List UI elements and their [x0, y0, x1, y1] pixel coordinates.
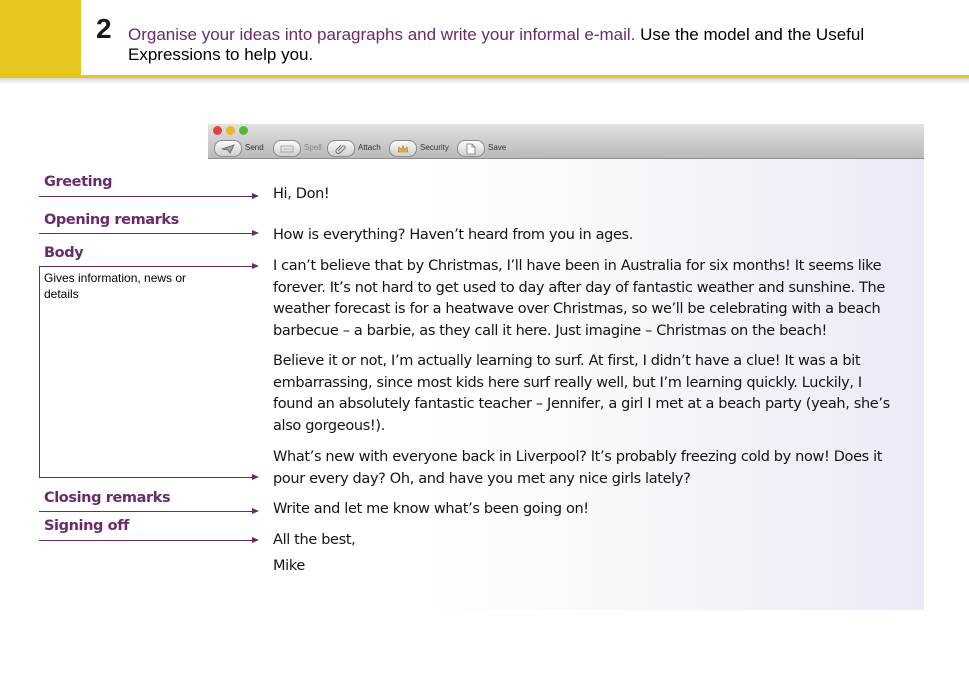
body-end-arrowhead-icon	[252, 474, 259, 480]
label-body: Body	[44, 245, 84, 261]
email-body-paragraph-2: Believe it or not, I’m actually learning to surf. At first, I didn’t have a clue! It was a bit embarrassing, since most kids here surf really well, but I’m learning quickly. Luckily, I found an absolutely fantastic teacher – Jennifer, a girl I met at a beach party (yeah, she’s also gorgeous!).	[273, 353, 890, 434]
body-end-arrow-line	[39, 477, 252, 478]
task-instruction	[128, 25, 958, 65]
paperclip-icon	[327, 140, 355, 157]
header-accent-block	[0, 0, 81, 75]
closing-arrow-line	[39, 511, 252, 512]
email-opening: How is everything? Haven’t heard from you in ages.	[273, 227, 634, 243]
send-icon	[214, 140, 242, 157]
body-arrow-line	[39, 266, 252, 267]
minimize-window-icon[interactable]	[226, 126, 235, 135]
document-icon	[457, 140, 485, 157]
header-shadow	[0, 78, 969, 84]
label-signing-off: Signing off	[44, 518, 130, 534]
signing-off-arrow-line	[39, 540, 252, 541]
close-window-icon[interactable]	[213, 126, 222, 135]
spell-icon	[273, 140, 301, 157]
opening-arrow-line	[39, 233, 252, 234]
mail-toolbar	[208, 124, 924, 159]
signing-off-arrowhead-icon	[252, 537, 259, 543]
opening-arrowhead-icon	[252, 230, 259, 236]
label-greeting: Greeting	[44, 174, 113, 190]
closing-arrowhead-icon	[252, 508, 259, 514]
label-opening-remarks: Opening remarks	[44, 212, 179, 228]
send-label: Send	[245, 143, 264, 152]
email-sign-off: All the best,	[273, 532, 356, 548]
email-signature-name: Mike	[273, 558, 305, 574]
crown-icon	[389, 140, 417, 157]
security-label: Security	[420, 143, 449, 152]
email-closing: Write and let me know what’s been going on!	[273, 501, 589, 517]
body-note: Gives information, news or details	[44, 271, 187, 301]
body-arrowhead-icon	[252, 263, 259, 269]
email-greeting: Hi, Don!	[273, 186, 330, 202]
attach-label: Attach	[358, 143, 381, 152]
instruction-rest: Use the model and the Useful Expressions to help you.	[128, 25, 865, 64]
save-label: Save	[488, 143, 507, 152]
spell-label: Spell	[304, 143, 322, 152]
greeting-arrow-line	[39, 196, 252, 197]
body-bracket-line	[39, 266, 40, 477]
email-body-paragraph-3: What’s new with everyone back in Liverpool? It’s probably freezing cold by now! Does it pour every day? Oh, and have you met any nice girls lately?	[273, 449, 883, 487]
label-closing-remarks: Closing remarks	[44, 490, 171, 506]
greeting-arrowhead-icon	[252, 193, 259, 199]
task-number: 2	[96, 13, 112, 44]
instruction-highlight: Organise your ideas into paragraphs and write your informal e-mail.	[128, 25, 636, 44]
email-body-paragraph-1: I can’t believe that by Christmas, I’ll have been in Australia for six months! It seems like forever. It’s not hard to get used to day after day of fantastic weather and sunshine. The weather forecast is for a heatwave over Christmas, so we’ll be celebrating with a beach barbecue – a barbie, as they call it here. Just imagine – Christmas on the beach!	[273, 258, 885, 339]
zoom-window-icon[interactable]	[239, 126, 248, 135]
